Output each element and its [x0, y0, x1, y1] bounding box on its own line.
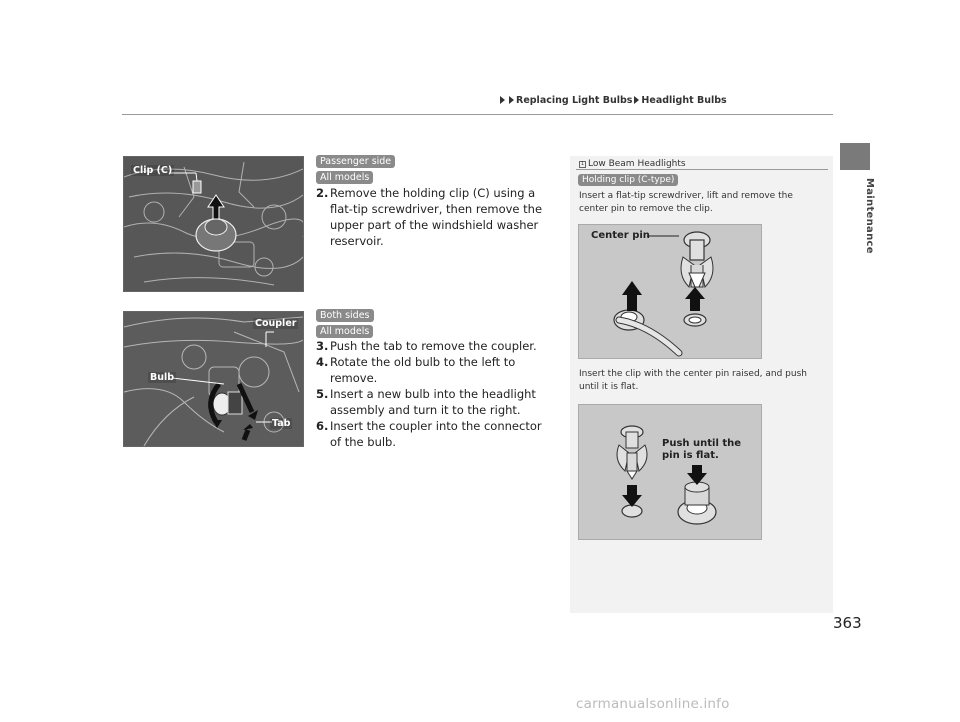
step-number: 2.	[316, 186, 329, 200]
note-text-2: Insert the clip with the center pin raised, and push until it is flat.	[579, 369, 807, 392]
breadcrumb-item-headlight-bulbs[interactable]: Headlight Bulbs	[641, 95, 727, 106]
step-list-1	[316, 185, 556, 249]
page-number: 363	[833, 614, 862, 632]
step-number: 6.	[316, 419, 329, 433]
note-text-1: Insert a flat-tip screwdriver, lift and remove the center pin to remove the clip.	[579, 191, 793, 214]
step-item	[316, 185, 556, 249]
arrow-right-icon	[509, 96, 514, 104]
step-text: Push the tab to remove the coupler.	[330, 339, 537, 353]
clip-removal-diagram	[579, 225, 761, 358]
clip-insertion-diagram	[579, 405, 761, 539]
label-line: Push until the	[662, 438, 742, 449]
arrow-up-icon	[685, 287, 705, 311]
label-tab: Tab	[272, 418, 291, 429]
label-coupler: Coupler	[255, 318, 297, 329]
step-text: Remove the holding clip (C) using a flat-tip screwdriver, then remove the upper part of the windshield washer reservoir.	[330, 186, 543, 248]
breadcrumb	[498, 95, 727, 106]
arrow-right-icon	[634, 96, 639, 104]
note-title	[579, 159, 686, 169]
step-list-2	[316, 338, 556, 450]
arrow-down-icon	[687, 465, 707, 485]
label-line: pin is flat.	[662, 450, 719, 461]
step-text: Insert a new bulb into the headlight assembly and turn it to the right.	[330, 387, 536, 417]
note-title-text: Low Beam Headlights	[588, 159, 686, 169]
arrow-right-icon	[500, 96, 505, 104]
illustration-remove-clip	[578, 224, 762, 359]
figure-headlight-bulb	[123, 311, 304, 447]
step-number: 4.	[316, 355, 329, 369]
step-number: 3.	[316, 339, 329, 353]
figure-washer-reservoir	[123, 156, 304, 292]
section-label: Maintenance	[864, 178, 875, 254]
badge-both-sides: Both sides	[316, 309, 374, 322]
step-item	[316, 386, 556, 418]
note-marker-icon: 1	[580, 161, 585, 167]
illustration-insert-clip	[578, 404, 762, 540]
engine-bay-illustration	[124, 157, 303, 291]
badge-holding-clip: Holding clip (C-type)	[578, 174, 678, 186]
header-divider	[122, 114, 833, 115]
step-text: Insert the coupler into the connector of the bulb.	[330, 419, 542, 449]
step-text: Rotate the old bulb to the left to remove.	[330, 355, 516, 385]
arrow-up-icon	[622, 281, 642, 311]
label-center-pin: Center pin	[591, 230, 650, 241]
step-number: 5.	[316, 387, 329, 401]
step-item	[316, 354, 556, 386]
arrow-down-icon	[622, 485, 642, 507]
section-tab-marker	[840, 143, 870, 170]
step-item	[316, 338, 556, 354]
badge-all-models: All models	[316, 325, 373, 338]
badge-all-models: All models	[316, 171, 373, 184]
note-divider	[576, 169, 828, 170]
label-clip: Clip (C)	[133, 165, 173, 176]
badge-passenger-side: Passenger side	[316, 155, 395, 168]
step-item	[316, 418, 556, 450]
watermark: carmanualsonline.info	[576, 696, 730, 712]
label-push-until-flat	[662, 438, 741, 462]
label-bulb: Bulb	[150, 372, 175, 383]
breadcrumb-item-replacing-light-bulbs[interactable]: Replacing Light Bulbs	[516, 95, 633, 106]
